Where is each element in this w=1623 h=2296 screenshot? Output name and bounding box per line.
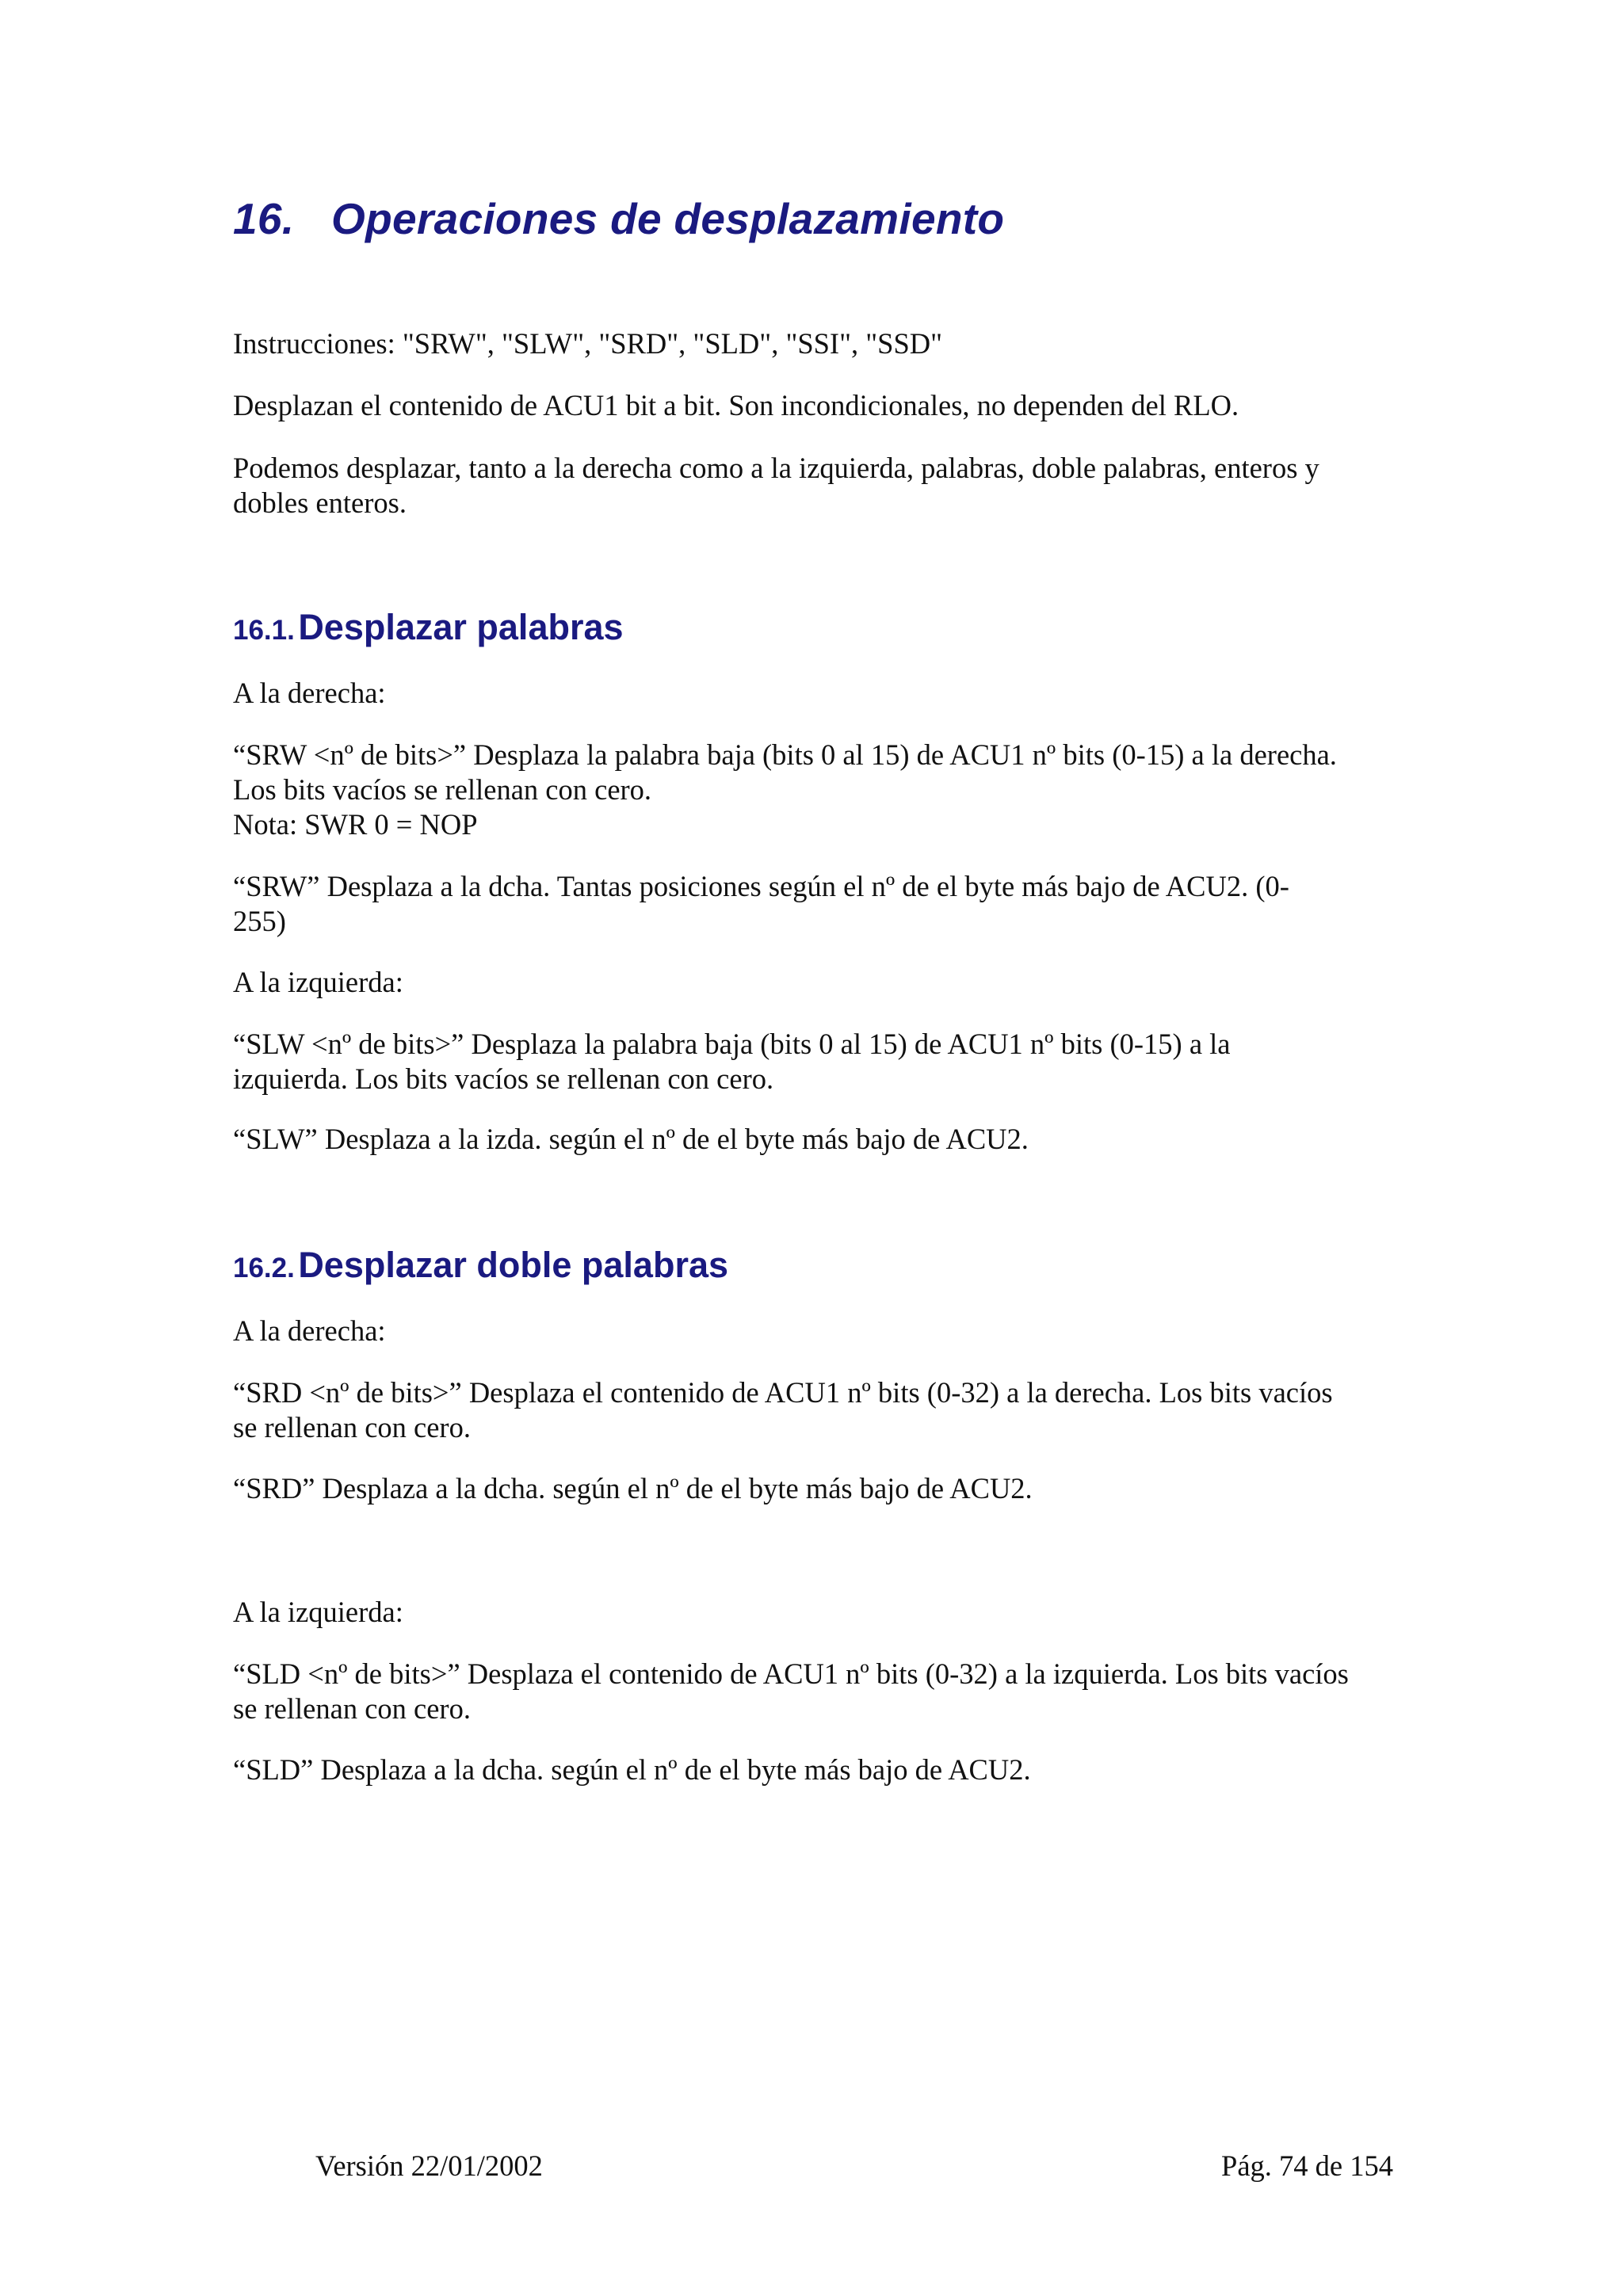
- s1-slw-n-paragraph: [233, 1027, 1517, 1097]
- s2-right-label: [233, 1314, 1517, 1348]
- chapter-number: 16.: [233, 194, 295, 243]
- s1-srw-n-line: Nota: SWR 0 = NOP: [233, 808, 478, 841]
- s2-right-label-text: A la derecha:: [233, 1314, 386, 1347]
- s1-slw-n-line: “SLW <nº de bits>” Desplaza la palabra baja (bits 0 al 15) de ACU1 nº bits (0-15) a la: [233, 1028, 1231, 1060]
- intro-types-line: dobles enteros.: [233, 486, 407, 519]
- s1-slw-paragraph: [233, 1122, 1517, 1157]
- chapter-heading: [233, 193, 1004, 244]
- chapter-title: Operaciones de desplazamiento: [331, 194, 1005, 243]
- s2-sld-n-line: se rellenan con cero.: [233, 1692, 471, 1725]
- section-title: Desplazar doble palabras: [298, 1245, 729, 1285]
- section-heading-16-1: [233, 607, 624, 648]
- s2-srd-n-line: “SRD <nº de bits>” Desplaza el contenido de ACU1 nº bits (0-32) a la derecha. Los bits vacíos: [233, 1376, 1333, 1409]
- intro-description: [233, 388, 1517, 423]
- intro-instructions-text: Instrucciones: "SRW", "SLW", "SRD", "SLD", "SSI", "SSD": [233, 327, 942, 360]
- s2-left-label-text: A la izquierda:: [233, 1596, 403, 1628]
- s1-right-label: [233, 676, 1517, 711]
- intro-description-text: Desplazan el contenido de ACU1 bit a bit. Son incondicionales, no dependen del RLO.: [233, 389, 1239, 421]
- s1-slw-n-line: izquierda. Los bits vacíos se rellenan con cero.: [233, 1062, 774, 1095]
- s2-srd-paragraph: [233, 1471, 1517, 1506]
- s1-slw-line: “SLW” Desplaza a la izda. según el nº de el byte más bajo de ACU2.: [233, 1123, 1029, 1155]
- section-heading-16-2: [233, 1245, 728, 1286]
- s1-srw-line: “SRW” Desplaza a la dcha. Tantas posiciones según el nº de el byte más bajo de ACU2. (0-: [233, 870, 1289, 902]
- section-number: 16.2.: [233, 1253, 295, 1283]
- s2-sld-n-paragraph: [233, 1657, 1517, 1726]
- s2-srd-n-line: se rellenan con cero.: [233, 1411, 471, 1444]
- s1-right-label-text: A la derecha:: [233, 677, 386, 709]
- intro-instructions: [233, 326, 1517, 361]
- s1-left-label-text: A la izquierda:: [233, 966, 403, 998]
- s1-left-label: [233, 965, 1517, 1000]
- s1-srw-n-paragraph: [233, 738, 1517, 842]
- s2-srd-n-paragraph: [233, 1375, 1517, 1445]
- s2-left-label: [233, 1595, 1517, 1630]
- s2-sld-line: “SLD” Desplaza a la dcha. según el nº de el byte más bajo de ACU2.: [233, 1753, 1031, 1786]
- footer-version: Versión 22/01/2002: [315, 2149, 543, 2182]
- s2-sld-n-line: “SLD <nº de bits>” Desplaza el contenido de ACU1 nº bits (0-32) a la izquierda. Los bits vacíos: [233, 1657, 1349, 1690]
- footer-page-number: Pág. 74 de 154: [1221, 2149, 1393, 2182]
- s1-srw-paragraph: [233, 869, 1517, 939]
- section-title: Desplazar palabras: [298, 607, 624, 647]
- s1-srw-line: 255): [233, 905, 286, 937]
- intro-types: [233, 451, 1517, 521]
- s1-srw-n-line: Los bits vacíos se rellenan con cero.: [233, 773, 652, 806]
- s2-srd-line: “SRD” Desplaza a la dcha. según el nº de el byte más bajo de ACU2.: [233, 1472, 1033, 1505]
- s1-srw-n-line: “SRW <nº de bits>” Desplaza la palabra baja (bits 0 al 15) de ACU1 nº bits (0-15) a la derecha.: [233, 738, 1337, 771]
- intro-types-line: Podemos desplazar, tanto a la derecha como a la izquierda, palabras, doble palabras, enteros y: [233, 452, 1319, 484]
- s2-sld-paragraph: [233, 1753, 1517, 1787]
- section-number: 16.1.: [233, 615, 295, 646]
